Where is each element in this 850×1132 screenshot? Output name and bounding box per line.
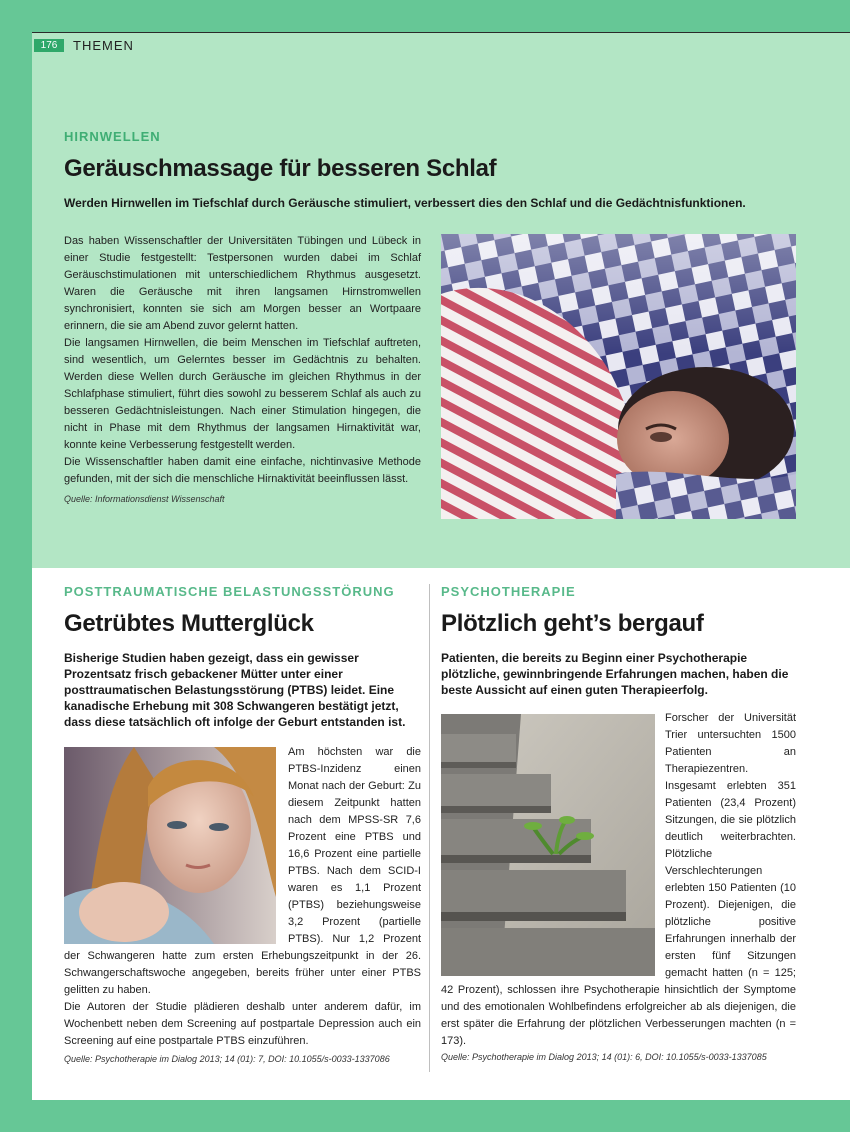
article2-paragraph: Die Autoren der Studie plädieren deshalb unter anderem dafür, im Wochenbett neben dem Screening auf postpartale Depression auch ein Screening auf eine postpartale PTBS einzuführen.: [64, 1001, 421, 1047]
page-frame-top: [32, 0, 850, 32]
mother-baby-photo: [64, 747, 276, 944]
article1-title: Geräuschmassage für besseren Schlaf: [64, 155, 497, 182]
article2-title: Getrübtes Mutterglück: [64, 610, 314, 637]
article1-paragraph: Das haben Wissenschaftler der Universitäten Tübingen und Lübeck in einer Studie festgestellt: Testpersonen wurden dabei im Schlaf Geräuschstimulationen mit unterschiedlichem Rhythmus ausgesetzt. Waren die Geräusche mit ihren langsamen Hirnstromwellen synchronisiert, konnten sie sich am Morgen besser an Wortpaare erinnern, die sie am Abend zuvor gelernt hatten.: [64, 235, 421, 332]
section-label: THEMEN: [73, 38, 134, 53]
article1-body: [64, 233, 421, 504]
article3-paragraph: Forscher der Universität Trier untersuchten 1500 Patienten an Therapiezentren. Insgesamt erlebten 351 Patienten (23,4 Prozent) Sitzungen, die sie plötzlich deutlich weiterbrachten. Plötzliche Verschlechterungen erlebten 150 Patienten (10 Prozent). Diejenigen, die plötzliche positive Erfahrungen innerhalb der ersten fünf Sitzungen gemacht hatten (n = 125; 42 Prozent), schlossen ihre Psychotherapie hinsichtlich der Symptome und des emotionalen Wohlbefindens erfolgreicher ab als diejenigen, die erst später die Erfahrung der plötzlichen Verbesserungen machten (n = 173).: [441, 712, 796, 1047]
article3-body: [441, 710, 796, 1062]
article2-paragraph: Am höchsten war die PTBS-Inzidenz einen Monat nach der Geburt: Zu diesem Zeitpunkt hatten nach dem MPSS-SR 7,6 Prozent eine PTBS und 16,6 Prozent eine partielle PTBS. Nach dem SCID-I waren es 1,1 Prozent (PTBS) beziehungsweise 3,2 Prozent (partielle PTBS). Nur 1,2 Prozent der Schwangeren hatte zum ersten Erhebungszeitpunkt in der 26. Schwangerschaftswoche angegeben, bereits früher unter einer PTBS gelitten zu haben.: [64, 746, 421, 996]
article1-lead: Werden Hirnwellen im Tiefschlaf durch Geräusche stimuliert, verbessert dies den Schlaf und die Gedächtnisfunktionen.: [64, 196, 746, 210]
article2-lead: Bisherige Studien haben gezeigt, dass ein gewisser Prozentsatz frisch gebackener Mütter unter einer posttraumatischen Belastungsstörung (PTBS) leidet. Eine kanadische Erhebung mit 308 Schwangeren bestätigt jetzt, dass diese tatsächlich oft infolge der Geburt entstanden ist.: [64, 651, 406, 729]
article3-title: Plötzlich geht’s bergauf: [441, 610, 704, 637]
article1-source: Quelle: Informationsdienst Wissenschaft: [64, 494, 225, 504]
article2-source: Quelle: Psychotherapie im Dialog 2013; 14 (01): 7, DOI: 10.1055/s-0033-1337086: [64, 1054, 390, 1064]
stairs-plant-photo: [441, 714, 655, 976]
article3-lead: Patienten, die bereits zu Beginn einer Psychotherapie plötzliche, gewinnbringende Erfahrungen machen, haben die beste Aussicht auf einen guten Therapieerfolg.: [441, 651, 789, 697]
sleeping-woman-photo: [441, 234, 796, 519]
article2-kicker: POSTTRAUMATISCHE BELASTUNGSSTÖRUNG: [64, 584, 395, 599]
column-divider: [429, 584, 430, 1072]
article1-paragraph: Die langsamen Hirnwellen, die beim Menschen im Tiefschlaf auftreten, sind wesentlich, um Gelerntes besser im Gedächtnis zu behalten. Werden diese Wellen durch Geräusche im gleichen Rhythmus in der Schlafphase stimuliert, führt dies sowohl zu besserem Schlaf als auch zu besseren Gedächtnisleistungen. Nach einer Stimulation hingegen, die nicht in Phase mit dem Rhythmus der langsamen Hirnaktivität war, konnte keine Verbesserung festgestellt werden.: [64, 337, 421, 451]
article1-kicker: HIRNWELLEN: [64, 129, 161, 144]
page-frame-bottom: [32, 1100, 850, 1132]
page-number: 176: [34, 39, 64, 52]
article3-kicker: PSYCHOTHERAPIE: [441, 584, 576, 599]
article3-source: Quelle: Psychotherapie im Dialog 2013; 14 (01): 6, DOI: 10.1055/s-0033-1337085: [441, 1052, 767, 1062]
article2-body: [64, 744, 421, 1064]
page-frame-left: [0, 0, 32, 1132]
article1-paragraph: Die Wissenschaftler haben damit eine einfache, nichtinvasive Methode gefunden, mit der sich die menschliche Hirnaktivität beeinflussen lässt.: [64, 456, 421, 485]
header-rule: [32, 32, 850, 33]
